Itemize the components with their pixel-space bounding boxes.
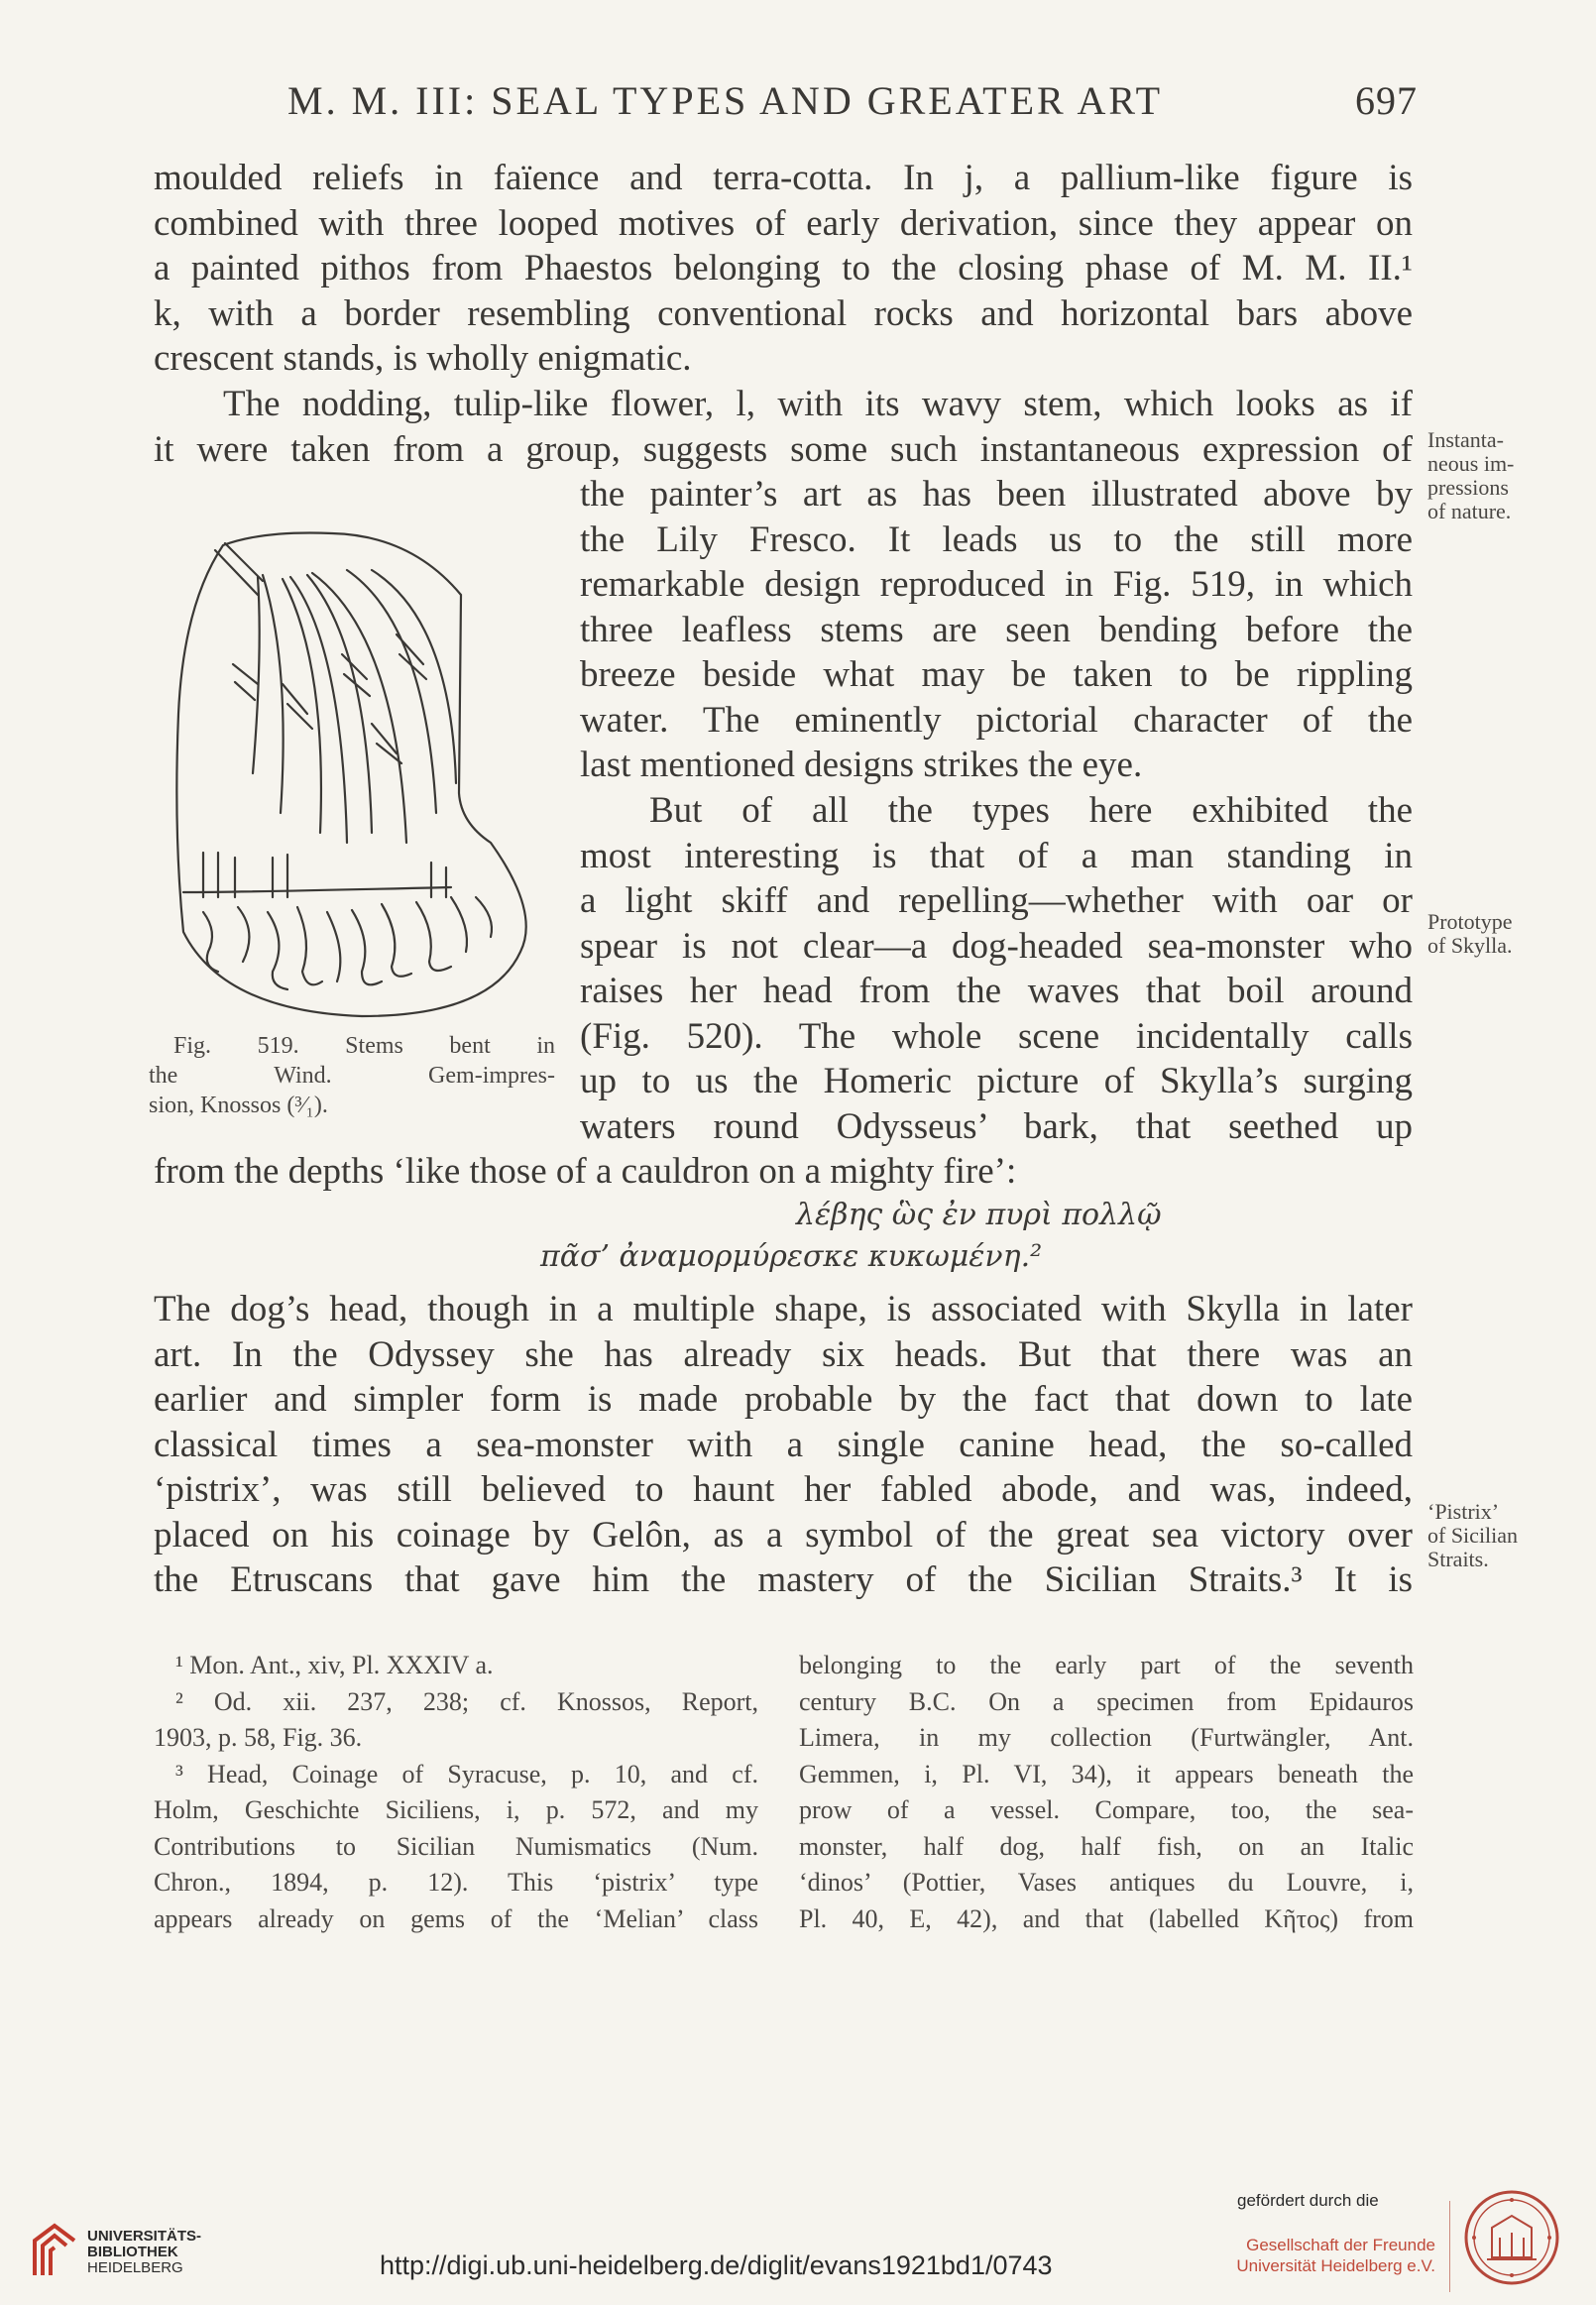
footnote-line: ³ Head, Coinage of Syracuse, p. 10, and cf. — [175, 1759, 758, 1788]
paragraph-2 — [154, 382, 1413, 472]
footnote-line: ¹ Mon. Ant., xiv, Pl. XXXIV a. — [175, 1651, 494, 1679]
text-line: The nodding, tulip-like flower, l, with its wavy stem, which looks as if — [223, 384, 1413, 424]
footer-divider — [1449, 2201, 1450, 2292]
footer-bar — [0, 2191, 1596, 2305]
margin-note-line: Prototype — [1427, 909, 1513, 934]
text-line: remarkable design reproduced in Fig. 519, in which — [580, 564, 1413, 605]
paragraph-4 — [154, 1287, 1413, 1603]
caption-line: sion, Knossos (³⁄₁). — [149, 1093, 328, 1118]
footnote-line: prow of a vessel. Compare, too, the sea- — [799, 1795, 1414, 1824]
caption-line: Fig. 519. Stems bent in — [173, 1033, 555, 1059]
footnote-line: monster, half dog, half fish, on an Italic — [799, 1831, 1414, 1861]
footnote-line: belonging to the early part of the seventh — [799, 1651, 1414, 1679]
society-name-line: Universität Heidelberg e.V. — [1236, 2256, 1435, 2275]
text-line: earlier and simpler form is made probable by the fact that down to late — [154, 1379, 1413, 1420]
ub-heidelberg-logo-icon — [30, 2221, 79, 2280]
footnote-line: ‘dinos’ (Pottier, Vases antiques du Louvre, i, — [799, 1868, 1414, 1897]
paragraph-3-wrap — [580, 788, 1413, 1149]
margin-note-line: of Skylla. — [1427, 933, 1513, 958]
text-line: it were taken from a group, suggests some such instantaneous expression of — [154, 428, 1413, 470]
text-line: most interesting is that of a man standing in — [580, 835, 1413, 876]
greek-quote-line-2: πᾶσ’ ἀναμορμύρεσκε κυκωμένη.² — [540, 1239, 1043, 1274]
margin-note-pistrix — [1427, 1500, 1586, 1571]
running-head-title: M. M. III: SEAL TYPES AND GREATER ART — [287, 78, 1164, 123]
margin-note-prototype — [1427, 910, 1586, 958]
text-line: raises her head from the waves that boil around — [580, 971, 1413, 1011]
paragraph-3-end — [154, 1149, 1413, 1195]
greek-quote-line-1: λέβης ὣς ἐν πυρὶ πολλῷ — [796, 1198, 1162, 1232]
figure-519-drawing — [164, 516, 555, 1031]
footnote-line: Contributions to Sicilian Numismatics (Num. — [154, 1831, 758, 1861]
text-line: the Etruscans that gave him the mastery of the Sicilian Straits.³ It is — [154, 1559, 1413, 1600]
text-line: a light skiff and repelling—whether with oar or — [580, 880, 1413, 921]
library-name-line: UNIVERSITÄTS- — [87, 2228, 202, 2245]
margin-note-line: Straits. — [1427, 1547, 1489, 1571]
library-name-line: BIBLIOTHEK — [87, 2244, 178, 2260]
text-line: water. The eminently pictorial character of the — [580, 699, 1413, 741]
text-line: ‘pistrix’, was still believed to haunt her fabled abode, and was, indeed, — [154, 1469, 1413, 1510]
caption-line: the Wind. Gem-impres- — [149, 1063, 555, 1089]
library-name-line: HEIDELBERG — [87, 2259, 183, 2276]
text-line: up to us the Homeric picture of Skylla’s surging — [580, 1061, 1413, 1101]
text-line: crescent stands, is wholly enigmatic. — [154, 338, 692, 379]
text-line: art. In the Odyssey she has already six heads. But that there was an — [154, 1333, 1413, 1375]
footnote-line: Holm, Geschichte Siciliens, i, p. 572, and my — [154, 1795, 758, 1824]
text-line: placed on his coinage by Gelôn, as a symbol of the great sea victory over — [154, 1514, 1413, 1556]
figure-519-caption — [149, 1031, 555, 1120]
margin-note-instantaneous — [1427, 428, 1586, 523]
text-line: last mentioned designs strikes the eye. — [580, 745, 1143, 785]
footnote-line: Limera, in my collection (Furtwängler, Ant. — [799, 1723, 1414, 1752]
text-line: from the depths ‘like those of a cauldron on a mighty fire’: — [154, 1151, 1017, 1192]
footnote-line: century B.C. On a specimen from Epidauros — [799, 1686, 1414, 1716]
text-line: a painted pithos from Phaestos belonging to the closing phase of M. M. II.¹ — [154, 248, 1413, 288]
text-line: (Fig. 520). The whole scene incidentally calls — [580, 1015, 1413, 1057]
text-line: The dog’s head, though in a multiple shape, is associated with Skylla in later — [154, 1289, 1413, 1329]
text-line: But of all the types here exhibited the — [649, 790, 1413, 831]
footnotes-left-column — [154, 1648, 758, 1937]
text-line: waters round Odysseus’ bark, that seethed up — [580, 1105, 1413, 1147]
university-seal-icon — [1462, 2188, 1561, 2287]
text-line: three leafless stems are seen bending before the — [580, 609, 1413, 650]
footnote-line: 1903, p. 58, Fig. 36. — [154, 1723, 363, 1752]
text-line: moulded reliefs in faïence and terra-cotta. In j, a pallium-like figure is — [154, 158, 1413, 198]
margin-note-line: neous im- — [1427, 451, 1515, 476]
footnotes-right-column — [799, 1648, 1414, 1937]
margin-note-line: ‘Pistrix’ — [1427, 1499, 1500, 1524]
society-name-line: Gesellschaft der Freunde — [1246, 2236, 1435, 2254]
footnote-line: appears already on gems of the ‘Melian’ class — [154, 1903, 758, 1933]
footnote-line: ² Od. xii. 237, 238; cf. Knossos, Report, — [175, 1686, 758, 1716]
footnote-line: Chron., 1894, p. 12). This ‘pistrix’ type — [154, 1868, 758, 1897]
text-line: the Lily Fresco. It leads us to the still more — [580, 519, 1413, 560]
text-line: the painter’s art as has been illustrated above by — [580, 474, 1413, 515]
footnote-line: Gemmen, i, Pl. VI, 34), it appears beneath the — [799, 1759, 1414, 1788]
margin-note-line: of nature. — [1427, 499, 1512, 523]
paragraph-2-wrap — [580, 472, 1413, 788]
footnote-line: Pl. 40, E, 42), and that (labelled Κῆτος) from — [799, 1903, 1414, 1933]
text-line: combined with three looped motives of early derivation, since they appear on — [154, 202, 1413, 244]
margin-note-line: of Sicilian — [1427, 1523, 1519, 1548]
permalink-url[interactable]: http://digi.ub.uni-heidelberg.de/diglit/evans1921bd1/0743 — [380, 2250, 1053, 2280]
text-line: k, with a border resembling conventional rocks and horizontal bars above — [154, 292, 1413, 334]
margin-note-line: pressions — [1427, 475, 1509, 500]
margin-note-line: Instanta- — [1427, 427, 1504, 452]
funded-by-label: gefördert durch die — [1237, 2191, 1379, 2210]
text-line: spear is not clear—a dog-headed sea-monster who — [580, 925, 1413, 967]
text-line: classical times a sea-monster with a single canine head, the so-called — [154, 1424, 1413, 1465]
paragraph-1 — [154, 156, 1413, 382]
text-line: breeze beside what may be taken to be rippling — [580, 654, 1413, 695]
society-name — [1229, 2235, 1435, 2276]
library-name — [87, 2229, 201, 2276]
page-number: 697 — [1355, 78, 1418, 123]
